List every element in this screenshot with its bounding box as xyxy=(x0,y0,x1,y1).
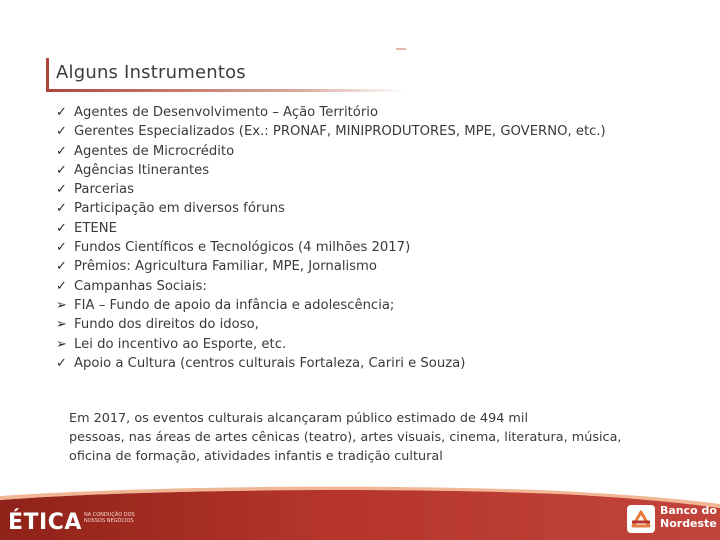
bank-name xyxy=(660,505,717,530)
check-icon: ✓ xyxy=(56,124,67,140)
list-item-text: Apoio a Cultura (centros culturais Fortaleza, Cariri e Souza) xyxy=(74,355,466,371)
instrument-list xyxy=(56,105,676,375)
list-item-text: Fundo dos direitos do idoso, xyxy=(74,317,259,333)
arrow-bullet-icon: ➢ xyxy=(56,297,67,313)
check-icon: ✓ xyxy=(56,162,67,178)
list-item xyxy=(56,337,676,356)
list-item xyxy=(56,163,676,182)
check-icon: ✓ xyxy=(56,220,67,236)
etica-logo-subtext: NA CONDUÇÃO DOS NOSSOS NEGÓCIOS xyxy=(84,512,135,524)
note-line: oficina de formação, atividades infantis e tradição cultural xyxy=(69,449,443,464)
list-item-text: Participação em diversos fóruns xyxy=(74,201,285,217)
bank-name-line: Banco do xyxy=(660,504,717,517)
culture-note xyxy=(69,409,679,466)
note-line: Em 2017, os eventos culturais alcançaram público estimado de 494 mil xyxy=(69,411,528,426)
arrow-bullet-icon: ➢ xyxy=(56,336,67,352)
list-item-text: FIA – Fundo de apoio da infância e adolescência; xyxy=(74,297,395,313)
bank-name-line: Nordeste xyxy=(660,516,717,530)
slide-title: Alguns Instrumentos xyxy=(56,62,246,83)
list-item-text: Agentes de Desenvolvimento – Ação Território xyxy=(74,105,379,120)
list-item-text: Agentes de Microcrédito xyxy=(74,143,235,159)
list-item-text: Lei do incentivo ao Esporte, etc. xyxy=(74,336,287,352)
title-rule-vertical xyxy=(46,58,49,92)
check-icon: ✓ xyxy=(56,105,67,120)
check-icon: ✓ xyxy=(56,355,67,371)
check-icon: ✓ xyxy=(56,259,67,275)
check-icon: ✓ xyxy=(56,240,67,256)
list-item xyxy=(56,298,676,317)
title-rule-horizontal xyxy=(46,89,406,92)
list-item xyxy=(56,279,676,298)
list-item-text: Parcerias xyxy=(74,182,134,198)
list-item-text: Gerentes Especializados (Ex.: PRONAF, MINIPRODUTORES, MPE, GOVERNO, etc.) xyxy=(74,124,606,140)
check-icon: ✓ xyxy=(56,143,67,159)
title-block xyxy=(46,48,416,92)
list-item xyxy=(56,221,676,240)
check-icon: ✓ xyxy=(56,201,67,217)
list-item xyxy=(56,105,676,124)
list-item xyxy=(56,356,676,375)
list-item-text: Fundos Científicos e Tecnológicos (4 milhões 2017) xyxy=(74,240,411,256)
list-item xyxy=(56,317,676,336)
bank-logo-icon xyxy=(626,504,656,534)
list-item-text: Campanhas Sociais: xyxy=(74,278,207,294)
list-item xyxy=(56,124,676,143)
list-item xyxy=(56,201,676,220)
list-item-text: ETENE xyxy=(74,220,117,236)
list-item xyxy=(56,259,676,278)
arrow-bullet-icon: ➢ xyxy=(56,317,67,333)
note-line: pessoas, nas áreas de artes cênicas (teatro), artes visuais, cinema, literatura, música, xyxy=(69,430,622,445)
list-item-text: Agências Itinerantes xyxy=(74,162,210,178)
list-item xyxy=(56,240,676,259)
check-icon: ✓ xyxy=(56,182,67,198)
list-item-text: Prêmios: Agricultura Familiar, MPE, Jornalismo xyxy=(74,259,377,275)
list-item xyxy=(56,182,676,201)
title-accent-tick xyxy=(396,48,406,50)
list-item xyxy=(56,144,676,163)
etica-logo: ÉTICA xyxy=(8,510,82,535)
check-icon: ✓ xyxy=(56,278,67,294)
